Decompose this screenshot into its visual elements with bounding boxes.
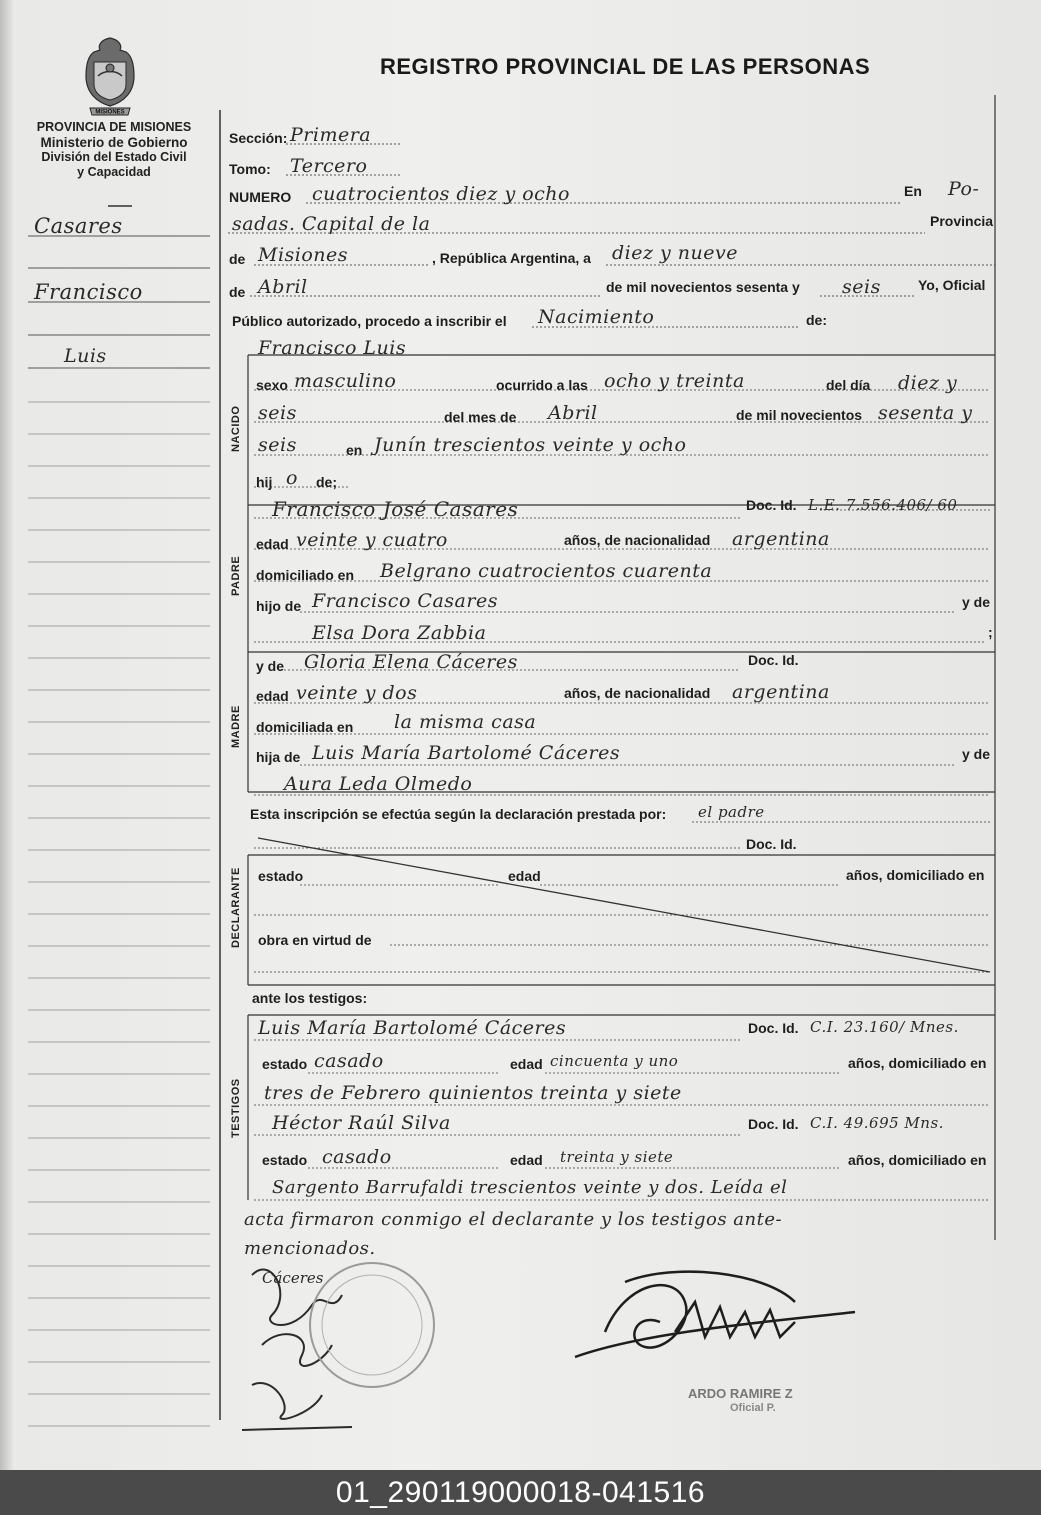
nacido-mil-label: de mil novecientos [736, 407, 863, 423]
testigo-1-domicilio: tres de Febrero quinientos treinta y siete [264, 1082, 682, 1104]
madre-y-de-label-2: y de [962, 746, 991, 762]
testigo-1-anios-label: años, domiciliado en [848, 1055, 987, 1071]
seal-label: MISIONES [95, 109, 125, 116]
sexo-label: sexo [256, 377, 288, 393]
testigo-1-doc: C.I. 23.160/ Mnes. [810, 1018, 959, 1036]
testigo-2-domicilio: Sargento Barrufaldi trescientos veinte y dos. Leída el [272, 1177, 788, 1198]
madre-domicilio-value: la misma casa [394, 711, 537, 733]
obra-label: obra en virtud de [258, 932, 372, 948]
padre-nombre: Francisco José Casares [272, 497, 519, 521]
padre-edad-label: edad [256, 536, 289, 552]
hora-value: ocho y treinta [604, 370, 745, 392]
cierre-line-2: mencionados. [244, 1238, 376, 1259]
authority-header [18, 120, 210, 180]
testigo-1-edad-label: edad [510, 1056, 543, 1072]
testigo-1-edad: cincuenta y uno [550, 1052, 679, 1070]
padre-hijo-de-label: hijo de [256, 598, 302, 614]
en-label: En [904, 183, 922, 199]
hij-value: o [286, 467, 298, 489]
declarante-section-label: DECLARANTE [230, 867, 242, 948]
declarante-value: el padre [698, 803, 765, 821]
padre-edad-value: veinte y cuatro [296, 529, 448, 551]
authority-line-1: PROVINCIA DE MISIONES [36, 120, 192, 134]
padre-section-label: PADRE [230, 555, 242, 596]
inscripcion-label: Esta inscripción se efectúa según la declaración prestada por: [250, 806, 667, 822]
numero-value: cuatrocientos diez y ocho [312, 183, 570, 205]
de-colon-label: de: [806, 312, 827, 328]
testigo-2-edad: treinta y siete [560, 1148, 674, 1166]
padre-nacionalidad-label: años, de nacionalidad [564, 532, 711, 548]
madre-y-de-label: y de [256, 658, 285, 674]
testigo-2-anios-label: años, domiciliado en [848, 1152, 987, 1168]
nacido-mes: Abril [548, 402, 598, 424]
testigo-2-edad-label: edad [510, 1152, 543, 1168]
officer-stamp-sub: Oficial P. [730, 1402, 776, 1414]
cierre-line-1: acta firmaron conmigo el declarante y los testigos ante- [244, 1209, 783, 1230]
provincia-label: Provincia [930, 213, 994, 229]
republica-label: , República Argentina, a [432, 250, 591, 266]
testigo-2-doc: C.I. 49.695 Mns. [810, 1114, 944, 1132]
padre-semicolon: ; [988, 624, 993, 640]
dia-value: diez y nueve [612, 242, 739, 264]
ocurrido-label: ocurrido a las [496, 377, 588, 393]
madre-edad-value: veinte y dos [296, 682, 418, 704]
declarante-estado-label: estado [258, 868, 304, 884]
de-mes-label: de [229, 284, 246, 300]
tipo-value: Nacimiento [538, 306, 655, 328]
nacido-nombre: Francisco Luis [258, 337, 407, 359]
yo-label: Yo, Oficial [918, 277, 986, 293]
left-signature-name: Cáceres [262, 1269, 324, 1287]
officer-stamp-name: ARDO RAMIRE Z [688, 1386, 793, 1401]
padre-doc-label: Doc. Id. [746, 497, 797, 513]
declarante-doc-label: Doc. Id. [746, 836, 797, 852]
padre-nacionalidad-value: argentina [732, 528, 830, 550]
testigo-1-estado-label: estado [262, 1056, 308, 1072]
nacido-anio-1: sesenta y [878, 402, 973, 424]
nacido-en-label: en [346, 442, 363, 458]
seccion-value: Primera [290, 124, 372, 146]
hij-de-label: de; [316, 474, 337, 490]
misiones-seal-icon [80, 36, 140, 118]
authority-line-4: y Capacidad [77, 165, 151, 179]
authority-line-3: División del Estado Civil [41, 150, 187, 164]
footer-code: 01_290119000018-041516 [0, 1470, 1041, 1515]
testigo-1-nombre: Luis María Bartolomé Cáceres [258, 1017, 567, 1039]
dia-part-1: diez y [898, 372, 958, 394]
padre-domicilio-value: Belgrano cuatrocientos cuarenta [380, 560, 713, 582]
madre-hija-de-label: hija de [256, 749, 301, 765]
padre-madre-de: Elsa Dora Zabbia [312, 622, 487, 644]
testigos-section-label: TESTIGOS [230, 1078, 242, 1138]
testigo-1-estado: casado [314, 1050, 384, 1072]
lugar-part-2: sadas. Capital de la [232, 213, 431, 235]
margin-middle-name: Luis [64, 345, 107, 367]
authority-line-2: Ministerio de Gobierno [40, 135, 188, 150]
del-dia-label: del día [826, 377, 871, 393]
ante-testigos-label: ante los testigos: [252, 990, 368, 1006]
testigo-2-nombre: Héctor Raúl Silva [272, 1112, 451, 1134]
padre-doc-value: L.E. 7.556.406/ 60 [808, 496, 958, 514]
publico-label: Público autorizado, procedo a inscribir el [232, 313, 507, 329]
madre-madre-de: Aura Leda Olmedo [284, 773, 473, 795]
margin-surname: Casares [34, 214, 123, 238]
padre-padre-de: Francisco Casares [312, 590, 498, 612]
left-signatures-icon [232, 1235, 442, 1435]
dia-part-2: seis [258, 402, 297, 424]
madre-nombre: Gloria Elena Cáceres [304, 651, 518, 673]
sexo-value: masculino [294, 370, 397, 392]
anio-value: seis [842, 276, 881, 298]
nacido-anio-2: seis [258, 434, 297, 456]
madre-doc-label: Doc. Id. [748, 652, 799, 668]
page-title: REGISTRO PROVINCIAL DE LAS PERSONAS [380, 54, 871, 79]
madre-nacionalidad-label: años, de nacionalidad [564, 685, 711, 701]
madre-edad-label: edad [256, 688, 289, 704]
nacido-section-label: NACIDO [230, 405, 242, 452]
madre-section-label: MADRE [230, 705, 242, 748]
mes-value: Abril [258, 276, 308, 298]
declarante-edad-label: edad [508, 868, 541, 884]
madre-domicilio-label: domiciliada en [256, 719, 354, 735]
del-mes-label: del mes de [444, 409, 517, 425]
testigo-1-doc-label: Doc. Id. [748, 1020, 799, 1036]
madre-nacionalidad-value: argentina [732, 681, 830, 703]
tomo-label: Tomo: [229, 161, 271, 177]
provincia-value: Misiones [258, 244, 349, 266]
testigo-2-estado-label: estado [262, 1152, 308, 1168]
padre-y-de-label: y de [962, 594, 991, 610]
margin-first-name: Francisco [34, 280, 143, 304]
tomo-value: Tercero [290, 155, 368, 177]
madre-padre-de: Luis María Bartolomé Cáceres [312, 742, 621, 764]
numero-label: NUMERO [229, 189, 292, 205]
padre-domicilio-label: domiciliado en [256, 567, 355, 583]
hij-label: hij [256, 474, 273, 490]
testigo-2-estado: casado [322, 1146, 392, 1168]
declarante-anios-label: años, domiciliado en [846, 867, 985, 883]
mil-label: de mil novecientos sesenta y [606, 279, 800, 295]
officer-signature-icon [565, 1262, 865, 1402]
seccion-label: Sección: [229, 130, 288, 146]
lugar-part-1: Po- [948, 178, 980, 200]
testigo-2-doc-label: Doc. Id. [748, 1116, 799, 1132]
nacido-lugar: Junín trescientos veinte y ocho [374, 434, 687, 456]
de-label: de [229, 251, 246, 267]
